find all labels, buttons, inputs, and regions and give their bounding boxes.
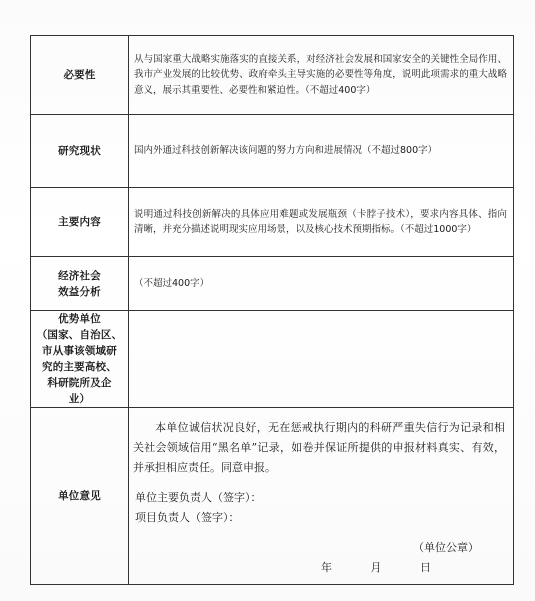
project-head-signature[interactable]: 项目负责人（签字）：	[135, 511, 240, 524]
unit-head-signature[interactable]: 单位主要负责人（签字）：	[135, 491, 262, 504]
main-content-text: 说明通过科技创新解决的具体应用难题或发展瓶颈（卡脖子技术），要求内容具体、指向清晰，并充分描述说明现实应用场景，以及核心技术预期指标。（不超过1000字）	[129, 188, 514, 257]
advantage-units-field[interactable]	[129, 311, 514, 408]
economic-analysis-text: （不超过400字）	[129, 257, 514, 311]
unit-seal-label: （单位公章）	[413, 541, 479, 554]
necessity-label: 必要性	[31, 36, 129, 115]
integrity-statement: 本单位诚信状况良好，无在惩戒执行期内的科研严重失信行为记录和相关社会领域信用“黑名单”记录，如卷并保证所提供的申报材料真实、有效，并承担相应责任。同意申报。	[133, 421, 505, 474]
application-form-table	[30, 35, 514, 585]
unit-opinion-label: 单位意见	[31, 408, 129, 585]
form-row-research-status	[31, 115, 514, 188]
form-row-advantage-units	[31, 311, 514, 408]
month-label: 月	[370, 561, 382, 574]
year-label: 年	[321, 561, 332, 574]
form-row-main-content	[31, 188, 514, 257]
advantage-label-line4: 究的主要高校、	[42, 361, 117, 373]
form-row-unit-opinion	[31, 408, 514, 585]
advantage-units-label	[31, 311, 129, 408]
advantage-label-line3: 市从事该领域研	[42, 345, 117, 357]
signature-block	[133, 488, 505, 528]
unit-opinion-body	[129, 408, 513, 584]
advantage-label-line2: （国家、自治区、	[36, 329, 123, 341]
research-status-label: 研究现状	[31, 115, 129, 188]
economic-label-line1: 经济社会	[58, 269, 101, 282]
research-status-text: 国内外通过科技创新解决该问题的努力方向和进展情况（不超过800字）	[129, 115, 514, 188]
economic-label-line2: 效益分析	[58, 285, 101, 298]
advantage-label-line6: 业）	[68, 393, 91, 405]
form-row-economic-analysis	[31, 257, 514, 311]
day-label: 日	[420, 561, 431, 574]
form-row-necessity	[31, 36, 514, 115]
economic-analysis-label	[31, 257, 129, 311]
advantage-label-line1: 优势单位	[58, 313, 101, 325]
unit-opinion-cell	[129, 408, 514, 585]
main-content-label: 主要内容	[31, 188, 129, 257]
advantage-label-line5: 科研院所及企	[47, 377, 112, 389]
date-line	[321, 558, 431, 578]
necessity-text: 从与国家重大战略实施落实的直接关系，对经济社会发展和国家安全的关键性全局作用、我市产业发展的比较优势、政府牵头主导实施的必要性等角度，说明此项需求的重大战略意义，展示其重要性、必要性和紧迫性。（不超过400字）	[129, 36, 514, 115]
